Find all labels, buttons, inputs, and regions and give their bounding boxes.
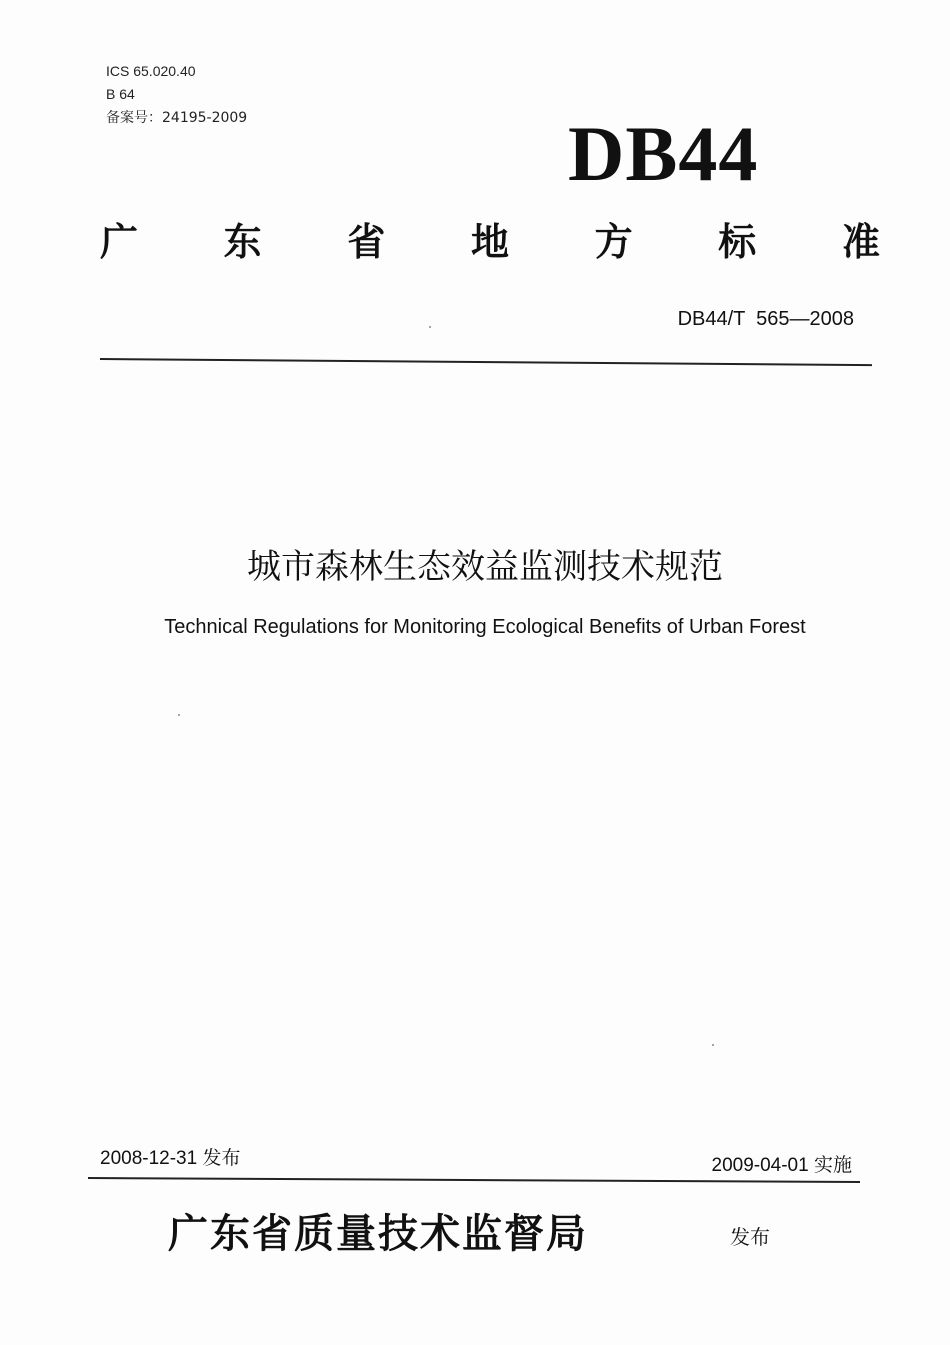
implementation-date-label: 实施 <box>813 1154 852 1176</box>
issue-date <box>100 1145 241 1172</box>
issuer-name: 广东省质量技术监督局 <box>168 1210 588 1257</box>
ccs-code: B 64 <box>106 86 135 102</box>
standard-type-heading <box>100 214 880 270</box>
standard-type-char: 地 <box>470 220 509 264</box>
scan-speck <box>429 326 431 328</box>
standard-type-char: 方 <box>594 220 633 264</box>
standard-type-char: 东 <box>223 220 262 264</box>
standard-type-char: 标 <box>718 220 757 264</box>
standard-type-char: 准 <box>841 220 880 264</box>
standard-type-char: 省 <box>347 220 386 264</box>
scan-speck <box>178 714 180 716</box>
record-number: 备案号：24195-2009 <box>106 110 248 126</box>
title-english: Technical Regulations for Monitoring Ecological Benefits of Urban Forest <box>164 616 806 638</box>
implementation-date-value: 2009-04-01 <box>711 1155 809 1176</box>
implementation-date <box>600 1152 852 1179</box>
issuer-action: 发布 <box>730 1225 770 1249</box>
ics-code: ICS 65.020.40 <box>106 63 196 79</box>
top-divider <box>100 358 872 366</box>
scan-speck <box>712 1044 714 1046</box>
title-chinese: 城市森林生态效益监测技术规范 <box>247 547 723 587</box>
standard-type-char: 广 <box>100 220 139 264</box>
issue-date-label: 发布 <box>202 1147 241 1169</box>
standard-number: DB44/T 565—2008 <box>677 308 854 330</box>
db44-logo: DB44 <box>568 110 759 197</box>
issue-date-value: 2008-12-31 <box>100 1148 198 1169</box>
